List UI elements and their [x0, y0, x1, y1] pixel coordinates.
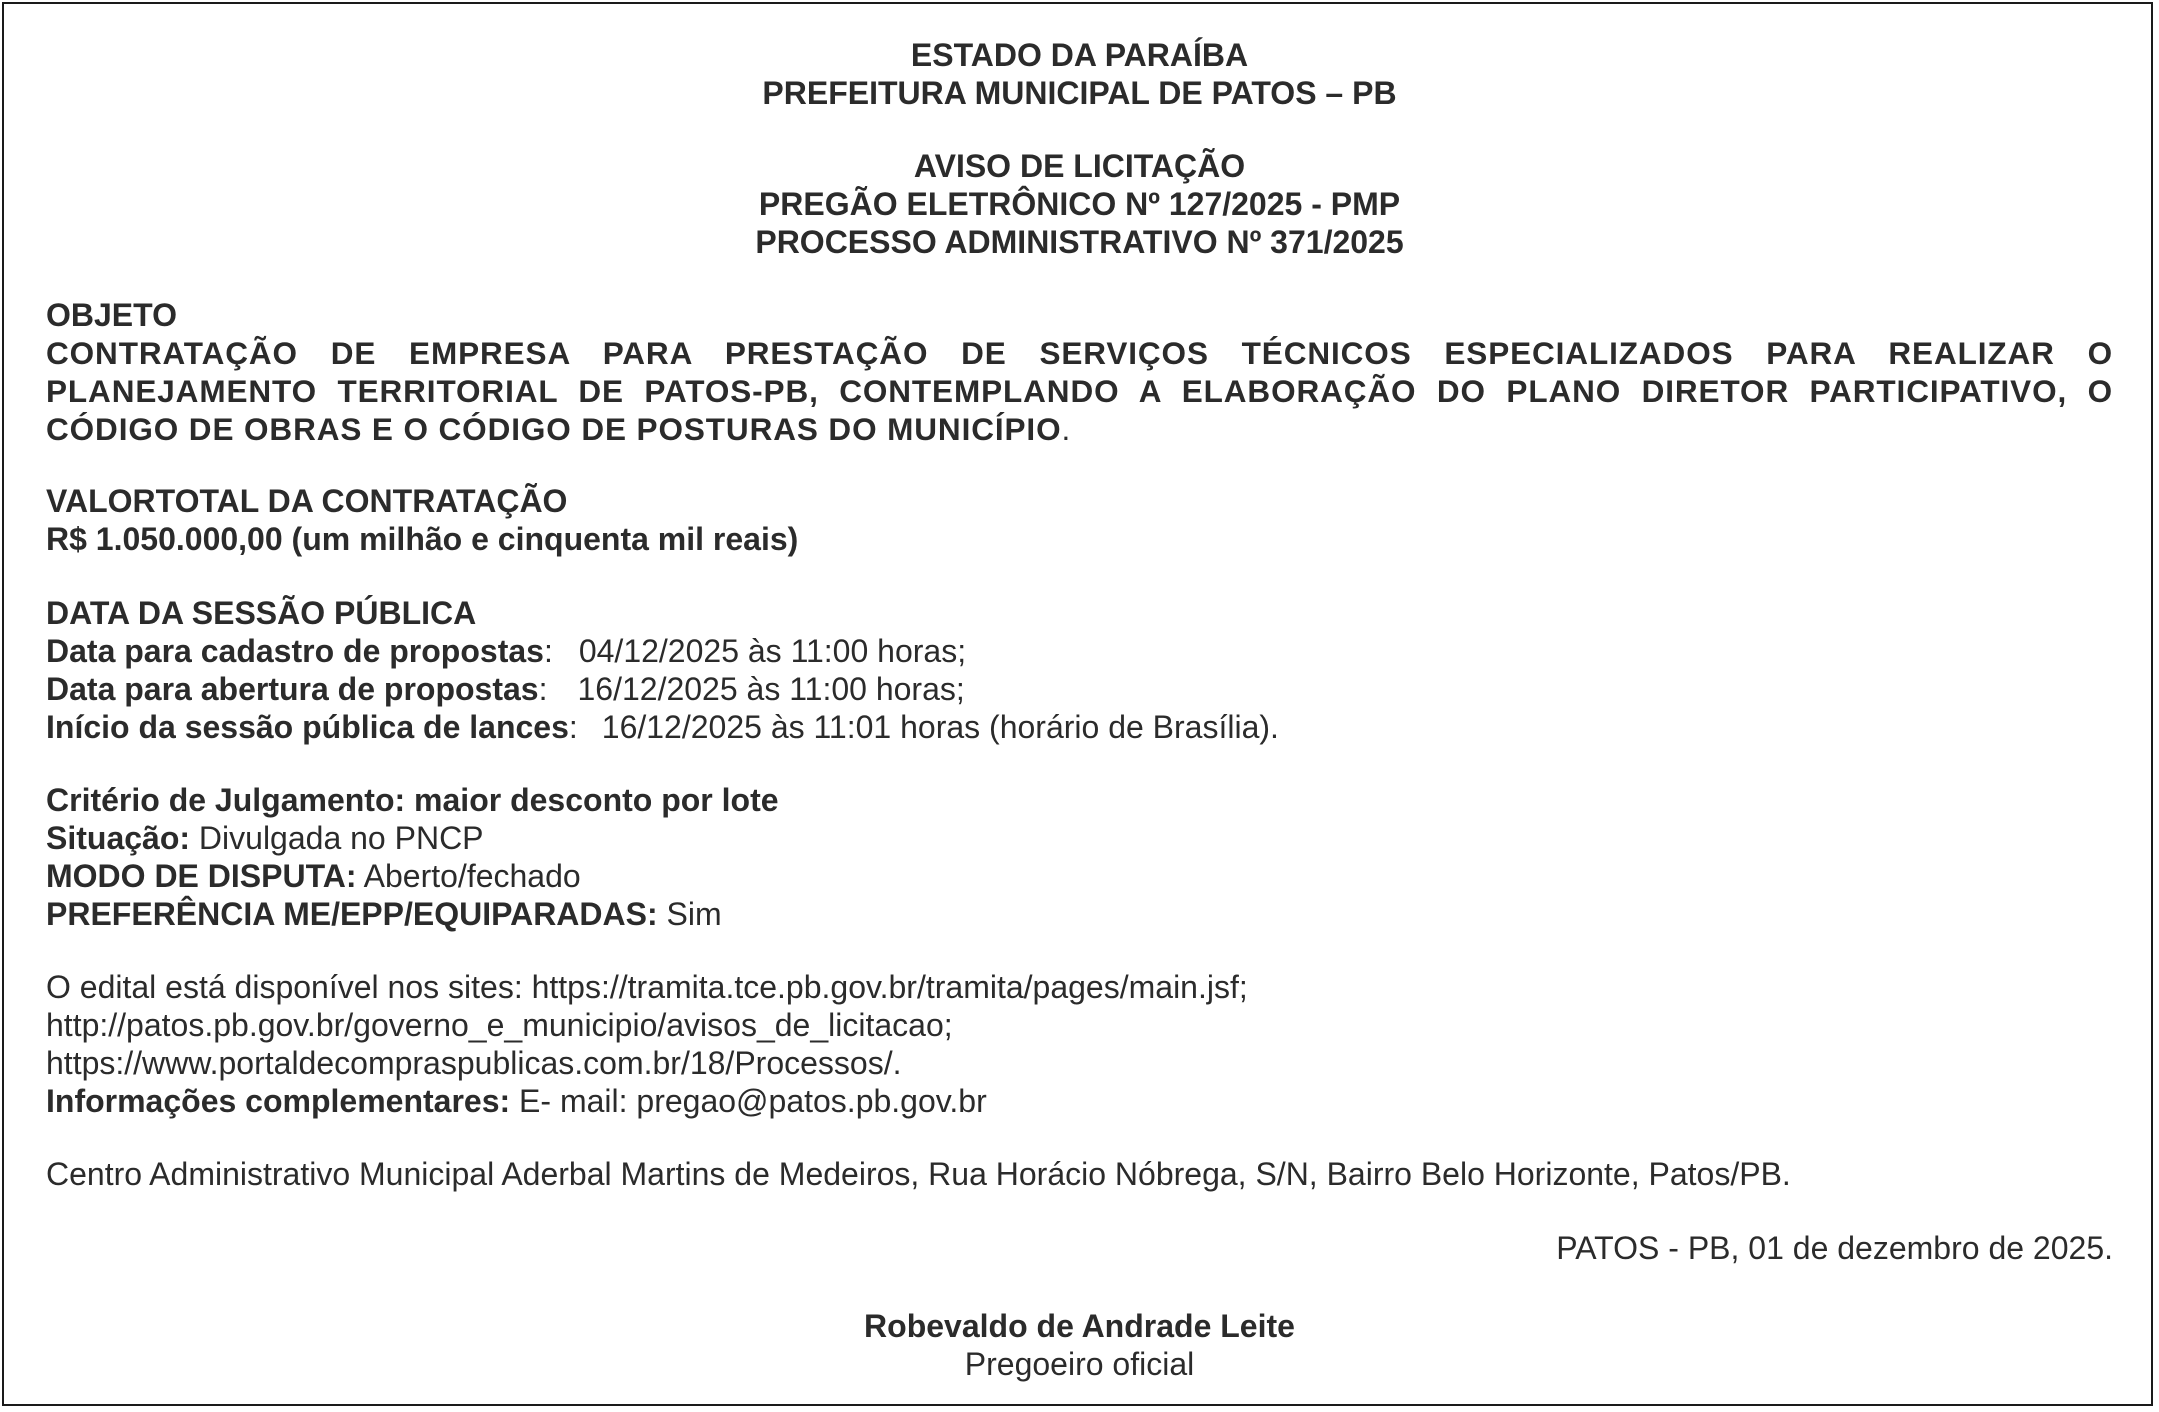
sessao-row [46, 670, 2113, 708]
notice-title: AVISO DE LICITAÇÃO [913, 148, 1246, 184]
signature-role: Pregoeiro oficial [964, 1346, 1195, 1382]
edital-section [46, 968, 2113, 1120]
sessao-row-value: 16/12/2025 às 11:00 horas; [577, 671, 965, 707]
state-title: ESTADO DA PARAÍBA [910, 37, 1249, 73]
sessao-row-sep: : [538, 671, 548, 707]
edital-line-3: https://www.portaldecompraspublicas.com.br/18/Processos/. [46, 1045, 902, 1081]
info-label: Informações complementares: [46, 1083, 511, 1119]
sessao-row-sep: : [543, 633, 553, 669]
sessao-row-sep: : [568, 709, 578, 745]
valor-text: R$ 1.050.000,00 (um milhão e cinquenta mil reais) [46, 521, 799, 557]
date-place: PATOS - PB, 01 de dezembro de 2025. [1556, 1230, 2113, 1266]
preferencia-value: Sim [666, 896, 722, 932]
sessao-row-value: 16/12/2025 às 11:01 horas (horário de Brasília). [601, 709, 1279, 745]
address-text: Centro Administrativo Municipal Aderbal Martins de Medeiros, Rua Horácio Nóbrega, S/N, Bairro Belo Horizonte, Patos/PB. [46, 1156, 1791, 1192]
signature-name: Robevaldo de Andrade Leite [864, 1308, 1295, 1344]
date-section [46, 1229, 2113, 1267]
valor-section [46, 482, 2113, 558]
info-value: E- mail: pregao@patos.pb.gov.br [519, 1083, 987, 1119]
situacao-label: Situação: [46, 820, 191, 856]
edital-line-2: http://patos.pb.gov.br/governo_e_municipio/avisos_de_licitacao; [46, 1007, 953, 1043]
objeto-text-block [46, 334, 2113, 448]
sessao-row [46, 632, 2113, 670]
sessao-row-label: Data para abertura de propostas [46, 671, 539, 707]
valor-label: VALORTOTAL DA CONTRATAÇÃO [46, 483, 568, 519]
details-section [46, 781, 2113, 933]
sessao-row-label: Início da sessão pública de lances [46, 709, 569, 745]
address-section [46, 1155, 2113, 1193]
notice-header [46, 147, 2113, 261]
pregao-number: PREGÃO ELETRÔNICO Nº 127/2025 - PMP [758, 186, 1401, 222]
situacao-value: Divulgada no PNCP [198, 820, 484, 856]
modo-label: MODO DE DISPUTA: [46, 858, 357, 894]
objeto-section [46, 296, 2113, 448]
edital-line-1: O edital está disponível nos sites: https://tramita.tce.pb.gov.br/tramita/pages/main.jsf; [46, 969, 1248, 1005]
criterio-text: Critério de Julgamento: maior desconto por lote [46, 782, 779, 818]
objeto-text: CONTRATAÇÃO DE EMPRESA PARA PRESTAÇÃO DE SERVIÇOS TÉCNICOS ESPECIALIZADOS PARA REALIZAR O PLANEJAMENTO TERRITORIAL DE PATOS-PB, CONTEMPLANDO A ELABORAÇÃO DO PLANO DIRETOR PARTICIPATIVO, O CÓDIGO DE OBRAS E O CÓDIGO DE POSTURAS DO MUNICÍPIO [46, 335, 2113, 447]
sessao-row-label: Data para cadastro de propostas [46, 633, 544, 669]
preferencia-line [46, 895, 2113, 933]
info-line [46, 1082, 2113, 1120]
sessao-row-value: 04/12/2025 às 11:00 horas; [578, 633, 967, 669]
processo-number: PROCESSO ADMINISTRATIVO Nº 371/2025 [755, 224, 1404, 260]
sessao-section [46, 594, 2113, 746]
signature-section [46, 1307, 2113, 1383]
situacao-line [46, 819, 2113, 857]
document-header [46, 36, 2113, 112]
modo-line [46, 857, 2113, 895]
objeto-end: . [1061, 411, 1072, 447]
city-title: PREFEITURA MUNICIPAL DE PATOS – PB [762, 75, 1397, 111]
sessao-label: DATA DA SESSÃO PÚBLICA [46, 595, 477, 631]
modo-value: Aberto/fechado [363, 858, 581, 894]
sessao-row [46, 708, 2113, 746]
objeto-label: OBJETO [46, 297, 177, 333]
preferencia-label: PREFERÊNCIA ME/EPP/EQUIPARADAS: [46, 896, 658, 932]
